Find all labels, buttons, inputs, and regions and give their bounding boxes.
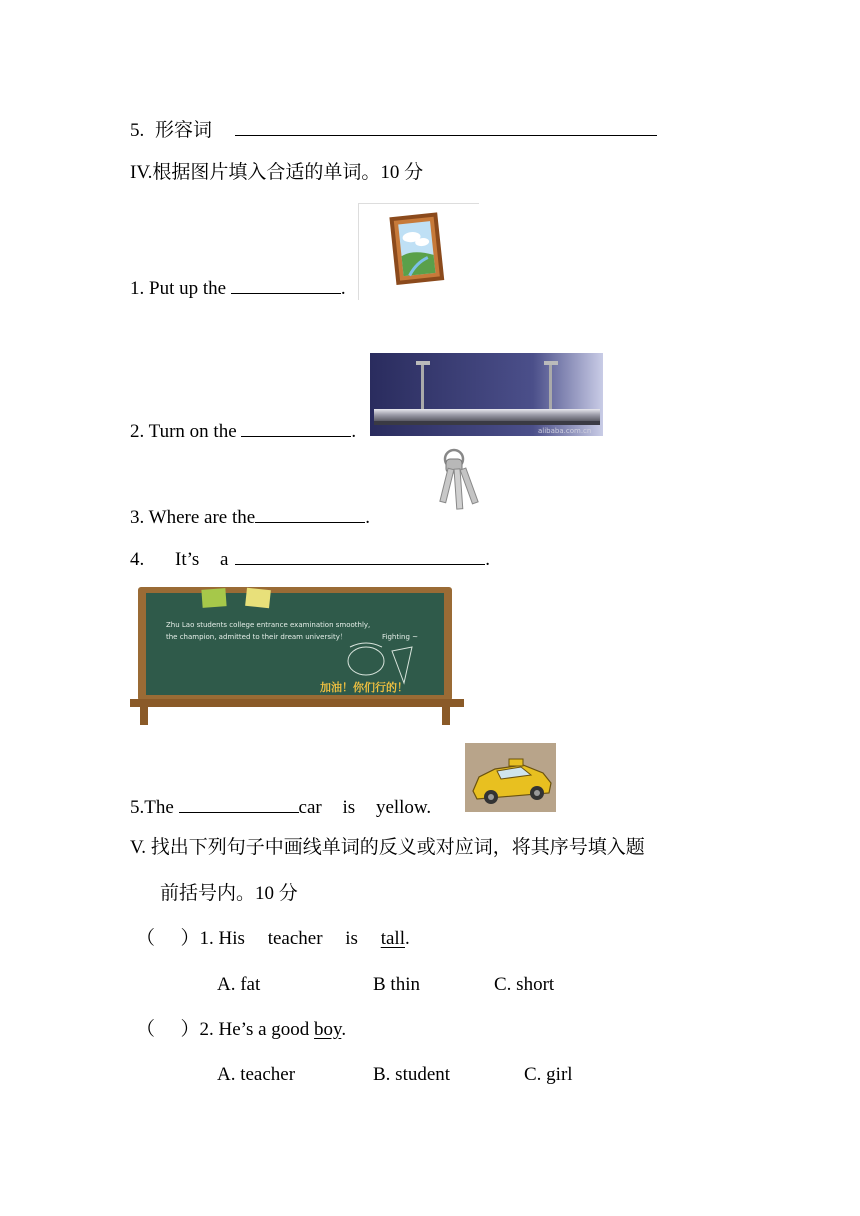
watermark: alibaba.com.cn	[538, 427, 592, 435]
question-lead: 2. He’s a good	[199, 1019, 315, 1040]
question-end: .	[405, 928, 410, 949]
question-text: 2. Turn on the	[130, 421, 242, 442]
question-end: .	[340, 278, 346, 299]
option-b: B. student	[373, 1064, 451, 1085]
picture-frame-image	[358, 203, 479, 300]
answer-paren-close: ）	[180, 928, 200, 949]
option-a: A. teacher	[217, 1064, 296, 1085]
question-end: .	[485, 549, 490, 570]
word: is	[345, 928, 358, 949]
board-line-1: Zhu Lao students college entrance examination smoothly,	[166, 621, 371, 629]
board-fighting: Fighting ~	[382, 633, 419, 641]
question-3	[130, 506, 370, 527]
question-text: 3. Where are the	[130, 507, 256, 528]
question-1	[130, 277, 346, 298]
answer-paren-close: ）	[180, 1019, 200, 1040]
word: yellow.	[375, 797, 432, 818]
answer-blank[interactable]	[231, 277, 341, 294]
item-number: 4.	[130, 549, 145, 570]
question-text: 1. Put up the	[130, 278, 231, 299]
section-iv-header: IV.根据图片填入合适的单词。10 分	[130, 162, 424, 183]
option-c: C. short	[494, 974, 555, 995]
question-end: .	[341, 1019, 347, 1040]
board-line-2: the champion, admitted to their dream university！	[166, 633, 347, 641]
underlined-word: tall	[380, 928, 405, 949]
question-v-2	[136, 1020, 346, 1039]
answer-paren-open: （	[136, 928, 156, 949]
question-2	[130, 420, 356, 441]
question-lead: 1. His	[199, 928, 245, 949]
blackboard-image	[130, 585, 464, 725]
question-end: .	[351, 421, 357, 442]
option-c: C. girl	[524, 1064, 573, 1085]
option-b: B thin	[373, 974, 420, 995]
answer-blank[interactable]	[241, 420, 351, 437]
section-v-header-line-1: V. 找出下列句子中画线单词的反义或对应词，将其序号填入题	[130, 837, 645, 858]
board-chinese: 加油！你们行的！	[320, 681, 408, 694]
adjective-line	[130, 119, 657, 140]
option-a: A. fat	[217, 974, 261, 995]
answer-blank[interactable]	[235, 548, 485, 565]
answer-paren-open: （	[136, 1019, 156, 1040]
word: a	[220, 549, 229, 570]
word: car	[298, 797, 322, 818]
question-4	[130, 548, 490, 569]
question-5	[130, 796, 431, 817]
word: teacher	[267, 928, 323, 949]
question-text: 5.The	[130, 797, 179, 818]
question-end: .	[365, 507, 370, 528]
item-label: 形容词	[155, 120, 213, 141]
section-v-header-line-2: 前括号内。10 分	[160, 883, 298, 904]
answer-blank[interactable]	[255, 506, 365, 523]
answer-blank[interactable]	[179, 796, 299, 813]
word: is	[342, 797, 356, 818]
ceiling-lamp-image	[370, 353, 603, 436]
item-number: 5.	[130, 120, 145, 141]
keys-image	[426, 445, 486, 522]
taxi-image	[465, 743, 556, 812]
underlined-word: boy	[314, 1019, 342, 1040]
word: It’s	[175, 549, 200, 570]
question-v-1	[136, 929, 410, 948]
answer-blank[interactable]	[235, 119, 657, 136]
